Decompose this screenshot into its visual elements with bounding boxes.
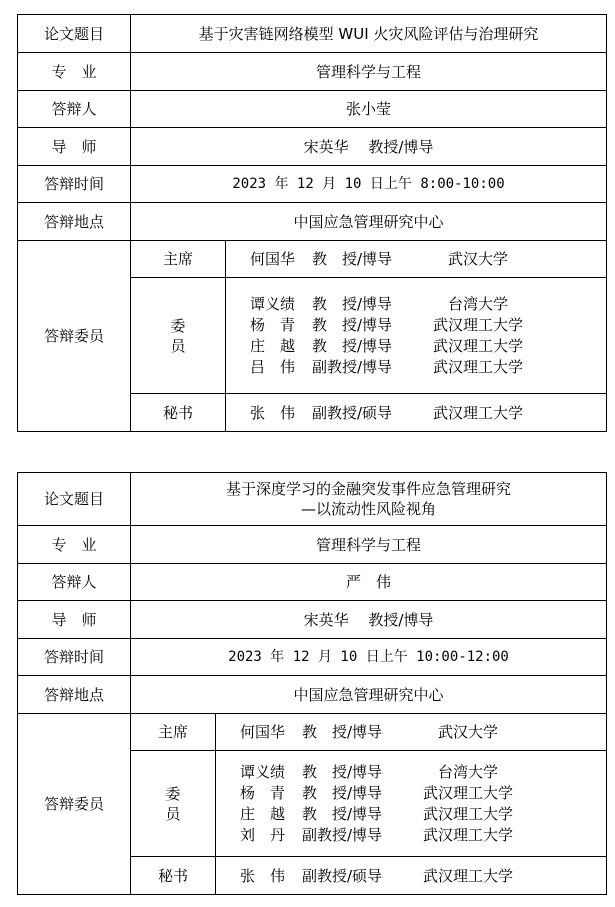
secretary-unit: 武汉理工大学 (432, 403, 523, 422)
member-label (131, 751, 216, 857)
member-unit: 台湾大学 (447, 294, 508, 313)
chair-unit: 武汉大学 (447, 250, 508, 268)
chair-title: 教 授/博导 (312, 250, 393, 268)
chair-row (226, 241, 607, 278)
member-unit: 武汉理工大学 (422, 804, 513, 823)
member-name: 庄 越 (240, 804, 286, 823)
member-title: 教 授/博导 (312, 294, 393, 313)
chair-name: 何国华 (240, 723, 286, 741)
member-row (250, 336, 606, 357)
member-label-bottom: 员 (170, 336, 186, 355)
committee-label: 答辩委员 (18, 714, 131, 895)
member-list (226, 278, 607, 394)
defense-table-1 (17, 14, 607, 432)
member-row (250, 294, 606, 315)
member-title: 教 授/博导 (312, 336, 393, 355)
member-title: 教 授/博导 (312, 315, 393, 334)
member-unit: 武汉理工大学 (432, 315, 523, 334)
secretary-row (226, 394, 607, 432)
member-unit: 武汉理工大学 (432, 336, 523, 355)
secretary-title: 副教授/硕导 (302, 866, 383, 885)
candidate-value: 张小莹 (131, 91, 607, 128)
member-name: 杨 青 (240, 783, 286, 802)
member-row (240, 762, 606, 783)
secretary-row (216, 857, 607, 895)
committee-label: 答辩委员 (18, 241, 131, 432)
member-label-top: 委 (170, 316, 186, 335)
member-unit: 武汉理工大学 (422, 825, 513, 844)
member-name: 刘 丹 (240, 825, 286, 844)
secretary-name: 张 伟 (250, 403, 296, 422)
member-name: 杨 青 (250, 315, 296, 334)
secretary-unit: 武汉理工大学 (422, 866, 513, 885)
chair-title: 教 授/博导 (302, 723, 383, 741)
secretary-name: 张 伟 (240, 866, 286, 885)
major-label: 专 业 (18, 526, 131, 564)
time-label: 答辩时间 (18, 639, 131, 676)
candidate-label: 答辩人 (18, 91, 131, 128)
chair-row (216, 714, 607, 751)
member-row (240, 804, 606, 825)
thesis-title (131, 473, 607, 526)
member-name: 谭义绩 (250, 294, 296, 313)
place-value: 中国应急管理研究中心 (131, 203, 607, 241)
thesis-title-line: 基于深度学习的金融突发事件应急管理研究 (226, 480, 512, 498)
thesis-title (131, 15, 607, 53)
secretary-title: 副教授/硕导 (312, 403, 393, 422)
member-row (250, 357, 606, 378)
member-unit: 武汉理工大学 (432, 357, 523, 376)
advisor-label: 导 师 (18, 601, 131, 639)
member-title: 教 授/博导 (302, 762, 383, 781)
time-value: 2023 年 12 月 10 日上午 8:00-10:00 (131, 166, 607, 203)
member-label-top: 委 (165, 784, 181, 803)
place-label: 答辩地点 (18, 676, 131, 714)
member-name: 吕 伟 (250, 357, 296, 376)
member-list (216, 751, 607, 857)
chair-label: 主席 (131, 714, 216, 751)
chair-label: 主席 (131, 241, 226, 278)
time-value: 2023 年 12 月 10 日上午 10:00-12:00 (131, 639, 607, 676)
member-row (250, 315, 606, 336)
member-unit: 台湾大学 (437, 762, 498, 781)
major-value: 管理科学与工程 (131, 53, 607, 91)
candidate-value: 严 伟 (131, 564, 607, 601)
advisor-label: 导 师 (18, 128, 131, 166)
secretary-label: 秘书 (131, 394, 226, 432)
major-value: 管理科学与工程 (131, 526, 607, 564)
chair-name: 何国华 (250, 250, 296, 268)
time-label: 答辩时间 (18, 166, 131, 203)
member-row (240, 783, 606, 804)
member-name: 谭义绩 (240, 762, 286, 781)
member-title: 教 授/博导 (302, 804, 383, 823)
member-name: 庄 越 (250, 336, 296, 355)
title-label: 论文题目 (18, 473, 131, 526)
thesis-subtitle-line: —以流动性风险视角 (301, 500, 437, 518)
member-unit: 武汉理工大学 (422, 783, 513, 802)
place-label: 答辩地点 (18, 203, 131, 241)
major-label: 专 业 (18, 53, 131, 91)
advisor-value: 宋英华 教授/博导 (131, 601, 607, 639)
defense-table-2 (17, 472, 607, 895)
secretary-label: 秘书 (131, 857, 216, 895)
member-title: 副教授/博导 (302, 825, 383, 844)
member-row (240, 825, 606, 846)
member-label (131, 278, 226, 394)
candidate-label: 答辩人 (18, 564, 131, 601)
title-label: 论文题目 (18, 15, 131, 53)
member-title: 教 授/博导 (302, 783, 383, 802)
thesis-title-line: 基于灾害链网络模型 WUI 火灾风险评估与治理研究 (198, 24, 539, 43)
advisor-value: 宋英华 教授/博导 (131, 128, 607, 166)
member-title: 副教授/博导 (312, 357, 393, 376)
member-label-bottom: 员 (165, 804, 181, 823)
chair-unit: 武汉大学 (437, 723, 498, 741)
place-value: 中国应急管理研究中心 (131, 676, 607, 714)
